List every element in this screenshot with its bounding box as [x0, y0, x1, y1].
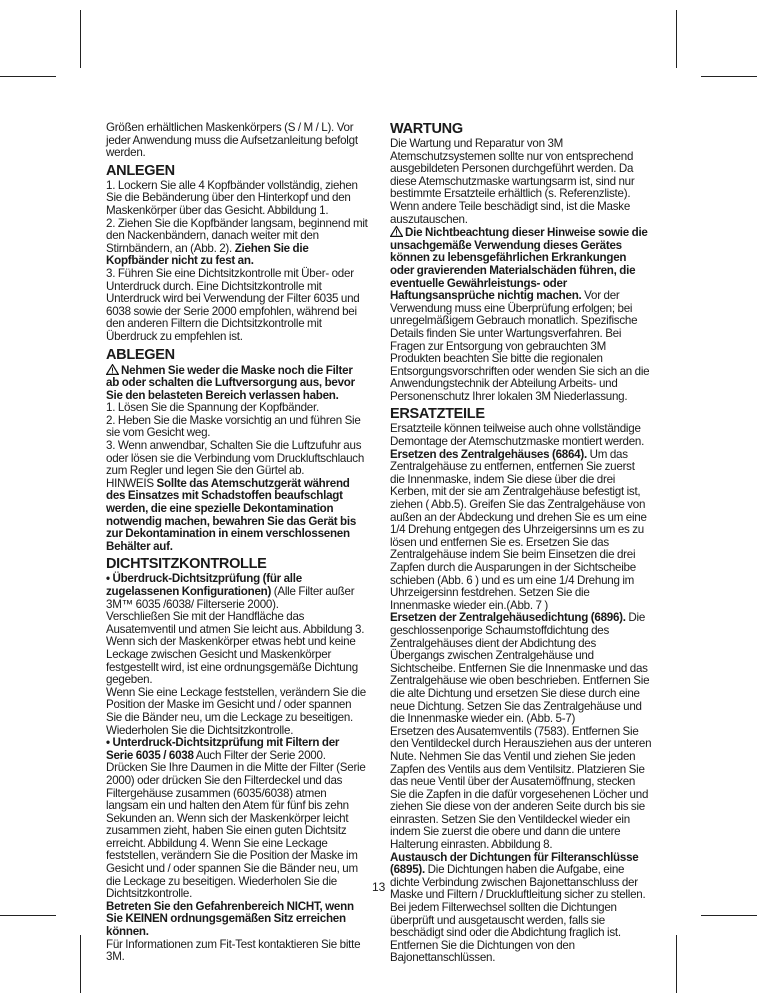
unterdruck-bold: • Unterdruck-Dichtsitzprüfung mit Filtern der Serie 6035 / 6038: [106, 736, 340, 762]
ablegen-step-3: 3. Wenn anwendbar, Schalten Sie die Luftzufuhr aus oder lösen sie die Verbindung vom Druckluftschlauch zum Regler und legen Sie den Gürtel ab.: [106, 439, 365, 478]
ablegen-step-2: 2. Heben Sie die Maske vorsichtig an und führen Sie sie vom Gesicht weg.: [106, 413, 361, 440]
anlegen-step-3: 3. Führen Sie eine Dichtsitzkontrolle mit Über- oder Unterdruck durch. Eine Dichtsitzkontrolle mit Unterdruck wird bei Verwendung der Filter 6035 und 6038 sowie der Serie 2000 empfohlen, während bei den anderen Filtern die Dichtsitzkontrolle mit Überdruck zu empfehlen ist.: [106, 266, 360, 343]
section-heading-ersatzteile: ERSATZTEILE: [390, 406, 485, 423]
ersatz-filteranschluesse: [390, 852, 652, 965]
dicht-p2: Wenn sich der Maskenkörper etwas hebt und keine Leckage zwischen Gesicht und Maskenkörper festgestellt wird, ist eine ordnungsgemäße Dichtung gegeben.: [106, 635, 358, 687]
hinweis-bold: Sollte das Atemschutzgerät während des Einsatzes mit Schadstoffen beaufschlagt werden, die eine spezielle Dekontamination notwendig machen, bewahren Sie das Gerät bis zur Dekontamination in einem verschlossenen Behälter auf.: [106, 476, 357, 553]
ueberdruck-bold: • Überdruck-Dichtsitzprüfung (für alle zugelassenen Konfigurationen): [106, 572, 302, 598]
dicht-p5: Drücken Sie Ihre Daumen in die Mitte der Filter (Serie 2000) oder drücken Sie den Filterdeckel und das Filtergehäuse zusammen (6035/6038) atmen langsam ein und halten den Atem für fünf bis zehn Sekunden an. Wenn sich der Maskenkörper leicht zusammen zieht, haben Sie einen guten Dichtsitz erreicht. Abbildung 4. Wenn Sie eine Leckage feststellen, verändern Sie die Position der Maske im Gesicht und / oder spannen Sie die Bänder neu, um die Leckage zu beseitigen. Wiederholen Sie die Dichtsitzkontrolle.: [106, 761, 366, 901]
ablegen-warning: [106, 364, 368, 403]
section-heading-wartung: WARTUNG: [390, 121, 463, 137]
wartung-p1: Die Wartung und Reparatur von 3M Atemschutzsystemen sollte nur von entsprechend ausgebildeten Personen durchgeführt werden. Da diese Atemschutzmaske wartungsarm ist, sind nur bestimmte Ersatzteile erhältlich (s. Referenzliste). Wenn andere Teile beschädigt sind, ist die Maske auszutauschen.: [390, 137, 635, 226]
anlegen-step-2-text: 2. Ziehen Sie die Kopfbänder langsam, beginnend mit den Nackenbändern, danach weiter mit den Stirnbändern, an (Abb. 2).: [106, 216, 368, 255]
unterdruck-paragraph: [106, 737, 368, 762]
dicht-final-bold-text: Betreten Sie den Gefahrenbereich NICHT, wenn Sie KEINEN ordnungsgemäßen Sitz erreichen können.: [106, 899, 354, 939]
ersatz-zd-bold: Ersetzen der Zentralgehäusedichtung (6896).: [390, 611, 626, 625]
unterdruck-rest: Auch Filter der Serie 2000.: [193, 748, 326, 762]
right-column: [390, 122, 652, 965]
wartung-warning: [390, 226, 652, 403]
crop-mark: [80, 935, 81, 993]
wartung-warning-rest: Vor der Verwendung muss eine Überprüfung erfolgen; bei unregelmäßigem Gebrauch monatlich. Spezifische Details finden Sie unter Wartungsverfahren. Bei Fragen zur Entsorgung von gebrauchten 3M Produkten beachten Sie bitte die regionalen Entsorgungsvorschriften oder wenden Sie sich an die Anwendungstechnik der Abteilung Arbeits- und Personenschutz Ihrer lokalen 3M Niederlassung.: [390, 289, 650, 403]
crop-mark: [676, 935, 677, 993]
ueberdruck-paragraph: [106, 573, 368, 611]
crop-mark: [701, 76, 757, 77]
section-heading-dichtsitzkontrolle: DICHTSITZKONTROLLE: [106, 556, 267, 573]
warning-triangle-icon: [106, 364, 119, 375]
page-number: 13: [372, 880, 386, 894]
hinweis-paragraph: [106, 478, 368, 554]
ersatz-fa-bold: Austausch der Dichtungen für Filteranschlüsse (6895).: [390, 850, 639, 877]
ersatz-zg-bold: Ersetzen des Zentralgehäuses (6864).: [390, 447, 587, 461]
dicht-p1: Verschließen Sie mit der Handfläche das Ausatemventil und atmen Sie leicht aus. Abbildung 3.: [106, 610, 365, 636]
ersatz-p1: Ersatzteile können teilweise auch ohne vollständige Demontage der Atemschutzmaske montiert werden.: [390, 422, 645, 449]
ersatz-zg-rest: Um das Zentralgehäuse zu entfernen, entfernen Sie zuerst die Innenmaske, indem Sie diese über die drei Kerben, mit der sie am Zentralgehäuse befestigt ist, ziehen ( Abb.5). Greifen Sie das Zentralgehäuse von außen an der Abdeckung und drehen Sie es um eine 1/4 Drehung entgegen des Uhrzeigersinns um es zu lösen und entfernen Sie es. Ersetzen Sie das Zentralgehäuse indem Sie beim Einsetzen die drei Zapfen durch die Ausparungen in der Sichtscheibe schieben (Abb. 6 ) und es um eine 1/4 Drehung im Uhrzeigersinn festdrehen. Setzen Sie die Innenmaske wieder ein.(Abb. 7 ): [390, 447, 647, 612]
ersatz-zentralgehaeusedichtung: [390, 612, 652, 725]
section-heading-anlegen: ANLEGEN: [106, 162, 175, 179]
crop-mark: [0, 76, 56, 77]
ersatz-zd-rest: Die geschlossenporige Schaumstoffdichtung des Zentralgehäuses dient der Abdichtung des Übergangs zwischen Zentralgehäuse und Sichtscheibe. Entfernen Sie die Innenmaske und das Zentralgehäuse wie oben beschrieben. Entfernen Sie die alte Dichtung und ersetzen Sie diese durch eine neue Dichtung. Setzen Sie das Zentralgehäuse und die Innenmaske wieder ein. (Abb. 5-7): [390, 611, 650, 726]
intro-paragraph: Größen erhältlichen Maskenkörpers (S / M / L). Vor jeder Anwendung muss die Aufsetzanleitung befolgt werden.: [106, 121, 358, 160]
ersatz-fa-rest: Die Dichtungen haben die Aufgabe, eine dichte Verbindung zwischen Bajonettanschluss der Maske und Filtern / Druckluftleitung sicher zu stellen. Bei jedem Filterwechsel sollten die Dichtungen überprüft und ausgetauscht werden, falls sie beschädigt sind oder die Abdichtung fraglich ist. Entfernen Sie die Dichtungen von den Bajonettanschlüssen.: [390, 863, 646, 965]
anlegen-step-1: 1. Lockern Sie alle 4 Kopfbänder vollständig, ziehen Sie die Bebänderung über den Hinterkopf und den Maskenkörper über das Gesicht. Abbildung 1.: [106, 178, 358, 217]
left-column: [106, 122, 368, 964]
section-heading-ablegen: ABLEGEN: [106, 346, 175, 363]
anlegen-step-2-bold: Ziehen Sie die Kopfbänder nicht zu fest an.: [106, 241, 309, 268]
crop-mark: [0, 915, 56, 916]
anlegen-step-2: [106, 218, 368, 268]
ablegen-step-1: 1. Lösen Sie die Spannung der Kopfbänder.: [106, 401, 319, 415]
crop-mark: [701, 915, 757, 916]
ablegen-warning-text: Nehmen Sie weder die Maske noch die Filter ab oder schalten die Luftversorgung aus, bevor Sie den belasteten Bereich verlassen haben.: [106, 363, 355, 402]
crop-mark: [80, 10, 81, 68]
dicht-p3: Wenn Sie eine Leckage feststellen, verändern Sie die Position der Maske im Gesicht und / oder spannen Sie die Bänder neu, um die Leckage zu beseitigen.: [106, 685, 366, 724]
ersatz-zentralgehaeuse: [390, 449, 652, 613]
ueberdruck-rest: (Alle Filter außer 3M™ 6035 /6038/ Filterserie 2000).: [106, 585, 355, 611]
crop-mark: [676, 10, 677, 68]
ersatz-ausatemventil: Ersetzen des Ausatemventils (7583). Entfernen Sie den Ventildeckel durch Herausziehen aus der unteren Nute. Nehmen Sie das Ventil und ziehen Sie jeden Zapfen des Ventils aus dem Ventilsitz. Platzieren Sie das neue Ventil über der Ausatemöffnung, stecken Sie die Zapfen in die dafür vorgesehenen Löcher und ziehen Sie diese von der anderen Seite durch bis sie einrasten. Setzen Sie den Ventildeckel wieder ein indem Sie zuerst die obere und dann die untere Halterung einrasten. Abbildung 8.: [390, 724, 652, 852]
hinweis-label: HINWEIS: [106, 476, 154, 490]
dicht-final: Für Informationen zum Fit-Test kontaktieren Sie bitte 3M.: [106, 937, 361, 964]
dicht-p4: Wiederholen Sie die Dichtsitzkontrolle.: [106, 723, 294, 737]
wartung-warning-bold: Die Nichtbeachtung dieser Hinweise sowie die unsachgemäße Verwendung dieses Gerätes können zu lebensgefährlichen Erkrankungen oder gravierenden Materialschäden führen, die eventuelle Gewährleistungs- oder Haftungsansprüche nichtig machen.: [390, 226, 648, 303]
dicht-final-bold: [106, 901, 368, 939]
warning-triangle-icon: [390, 226, 403, 237]
